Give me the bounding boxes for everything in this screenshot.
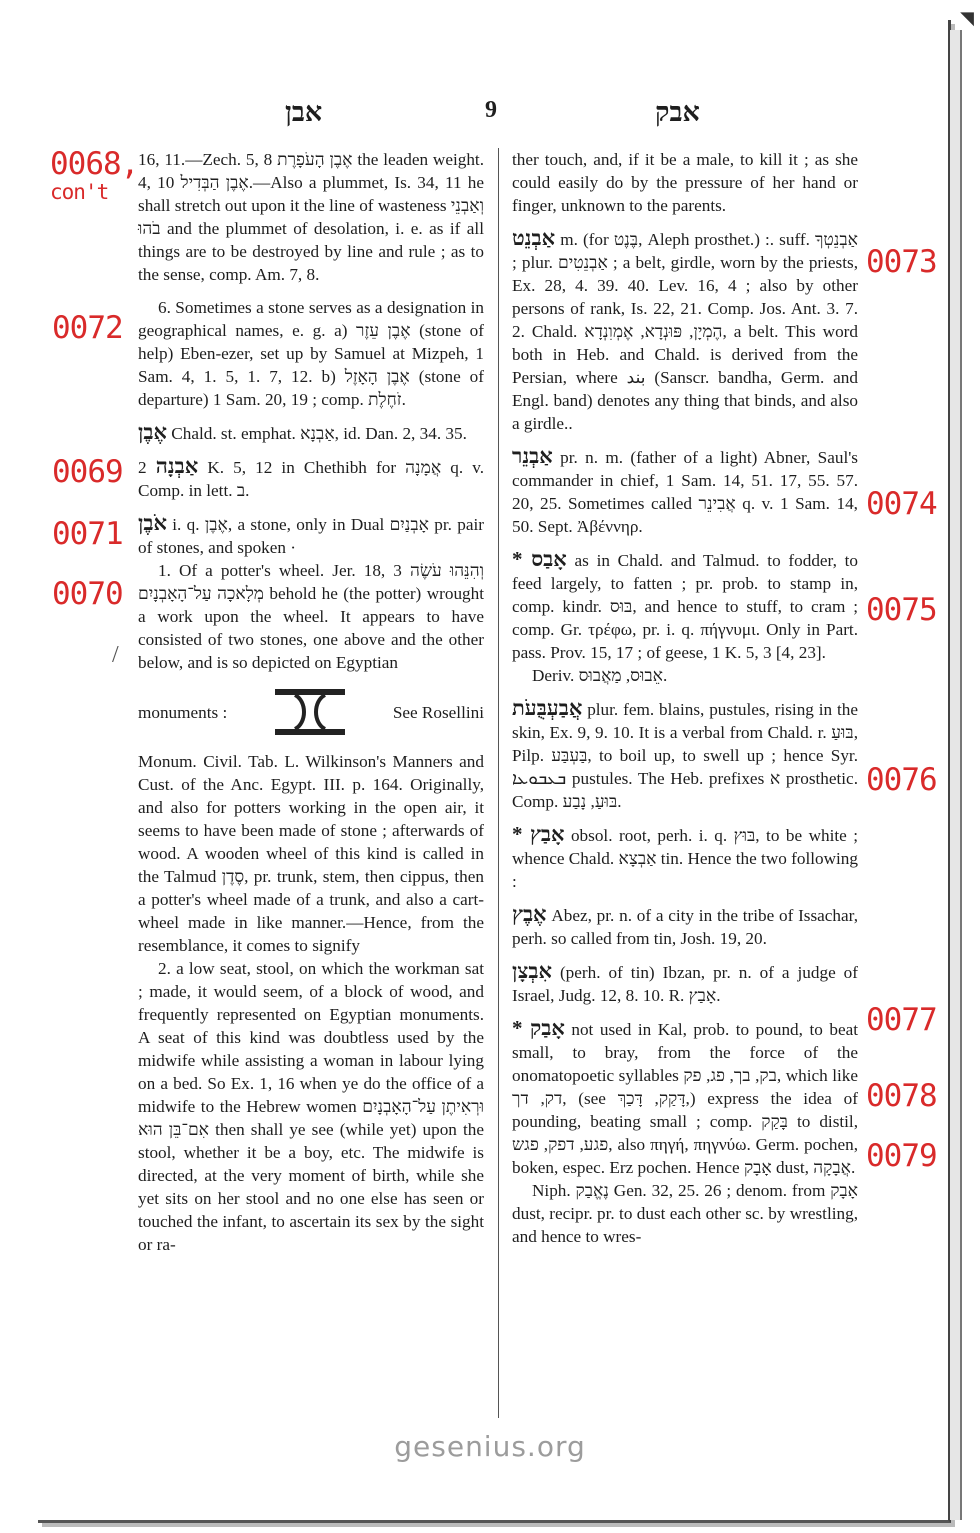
entry-marker: 0071 <box>52 516 123 552</box>
entry-text: ther touch, and, if it be a male, to kill it ; as she could easily do by the pressure of her hand or finger, unknown to the parents. <box>512 150 858 215</box>
headword: אִבְצָן <box>512 959 552 983</box>
entry-text: Monum. Civil. Tab. L. Wilkinson's Manners and Cust. of the Anc. Egypt. III. p. 164. Originally, and also for potters working in the open air, it seems to have been made of stone ; afterwards of wood. A wooden wheel of this kind is called in the Talmud סֶדֶן, pr. trunk, stem, then cippus, then a potter's wheel made of a trunk, and also a cart-wheel made in like manner.—Hence, from the resemblance, it comes to signify <box>138 752 484 955</box>
entry-0078 <box>512 960 858 1007</box>
headword: אַבְנֵר <box>512 444 553 468</box>
entry-marker: 0076 <box>866 762 937 798</box>
entry-0069 <box>138 421 484 445</box>
entry-text: 2 K. 5, 12 in Chethibh for אֲמָנָה q. v. Comp. in lett. ב. <box>138 458 485 500</box>
headword: אַבְנָה <box>155 454 199 478</box>
page-header <box>0 95 980 135</box>
headword: אֶבֶץ <box>512 902 547 926</box>
entry-text: (perh. of tin) Ibzan, pr. n. of a judge of Israel, Judg. 12, 8. 10. R. אָבַץ. <box>512 963 858 1005</box>
entry-text: Chald. st. emphat. אַבְנָא, id. Dan. 2, 34. 35. <box>166 424 467 443</box>
entry-0070 <box>138 512 484 1256</box>
entry-0073 <box>512 227 858 435</box>
entry-0068 <box>138 148 484 286</box>
potters-wheel-figure-row <box>138 680 484 744</box>
headword: * אָבַס <box>512 547 567 571</box>
entry-text: 16, 11.—Zech. 5, 8 אֶבֶן הָעֹפָרֶת the leaden weight. 4, 10 אֶבֶן הַבְּדִיל.—Also a plummet, Is. 34, 11 he shall stretch out upon it the line of wasteness וְאַבְנֵי בֹהוּ and the plummet of desolation, i. e. as if all things are to be destroyed by line and rule ; as to the sense, comp. Am. 7, 8. <box>138 150 485 284</box>
entry-0075 <box>512 548 858 687</box>
running-head-left: אבן <box>285 97 323 127</box>
see-rosellini: See Rosellini <box>392 702 484 722</box>
entry-text: Abez, pr. n. of a city in the tribe of Issachar, perh. so called from tin, Josh. 19, 20. <box>512 906 858 948</box>
entry-marker: 0072 <box>52 310 123 346</box>
entry-0071 <box>138 455 484 502</box>
entry-text: as in Chald. and Talmud. to fodder, to feed largely, to fatten ; pr. prob. to stamp in, comp. kindr. בּוּס, and hence to stuff, to cram ; comp. Gr. τρέφω, pr. i. q. πήγνυμι. Only in Part. pass. Prov. 15, 17 ; of geese, 1 K. 5, 3 [4, 23]. <box>512 551 858 662</box>
entry-0077-root <box>512 823 858 893</box>
entry-0072 <box>138 296 484 411</box>
entry-marker: 0078 <box>866 1078 937 1114</box>
entry-text: obsol. root, perh. i. q. בּוּץ, to be white ; whence Chald. אַבְצָא tin. Hence the two following : <box>512 826 859 891</box>
entry-text: pr. n. m. (father of a light) Abner, Saul's commander in chief, 1 Sam. 14, 51. 17, 55. 57. 20, 25. Sometimes called אֲבִינֵר q. v. 1 Sam. 14, 50. Sept. Ἀβέννηρ. <box>512 448 858 536</box>
entry-text: 2. a low seat, stool, on which the workman sat ; made, it would seem, of a block of wood, and frequently represented on Egyptian monuments. A seat of this kind was doubtless used by the midwife while assisting a woman in labour lying on a bed. So Ex. 1, 16 when ye do the office of a midwife to the Hebrew women וּרְאִיתֶן עַל־הָאָבְנָיִם אִם־בֵּן הוּא then shall ye see (while yet) upon the stool, whether it be a boy, etc. The midwife is directed, at the very moment of birth, while she yet sits on her stool and no one else has seen or touched the infant, to ascertain its sex by the sight or ra- <box>138 959 484 1254</box>
corner-mark: ◥ <box>960 8 974 28</box>
entry-text: 1. Of a potter's wheel. Jer. 18, 3 וְהִנֵּהוּ עֹשֶׂה מְלָאכָה עַל־הָאָבְנָיִם behold he (the potter) wrought a work upon the wheel. It appears to have consisted of two stones, one above and the other below, and is so depicted on Egyptian <box>138 561 484 672</box>
entry-0079 <box>512 1017 858 1248</box>
left-column <box>138 148 484 1256</box>
entry-marker: 0073 <box>866 244 937 280</box>
entry-text: plur. fem. blains, pustules, rising in the skin, Ex. 9, 9. 10. It is a verbal from Chald. r. בּוּעַ, Pilp. בַּעְבַּע, to boil up, to swell up ; hence Syr. ܒܥܒܘܥܐ pustules. The Heb. prefixes א prosthetic. Comp. בּוּעַ, נָבַע. <box>512 700 858 811</box>
entry-marker: 0075 <box>866 592 937 628</box>
headword: אֹבֶן <box>138 511 167 535</box>
margin-tick: / <box>112 642 119 668</box>
entry-text: 6. Sometimes a stone serves as a designation in geographical names, e. g. a) אֶבֶן עֵזֶר (stone of help) Eben-ezer, set up by Samuel at Mizpeh, 1 Sam. 4, 1. 5, 1. 7, 12. b) אֶבֶן הָאָזֶל (stone of departure) 1 Sam. 20, 19 ; comp. זֹחֶלֶת. <box>138 298 485 409</box>
entry-marker: 0068, con't <box>50 146 139 204</box>
entry-text: i. q. אֶבֶן, a stone, only in Dual אָבְנַיִם pr. pair of stones, and spoken · <box>138 515 485 557</box>
monuments-label: monuments : <box>138 702 228 722</box>
right-column <box>512 148 858 1258</box>
entry-niphal: Niph. נֶאֱבַק Gen. 32, 25. 26 ; denom. from אָבָק dust, recipr. pr. to dust each other sc. by wrestling, and hence to wres- <box>512 1181 858 1246</box>
entry-marker-cont: con't <box>50 180 109 204</box>
entry-marker: 0069 <box>52 454 123 490</box>
potters-wheel-illustration <box>273 687 347 737</box>
entry-marker: 0070 <box>52 576 123 612</box>
site-watermark: gesenius.org <box>394 1430 586 1463</box>
running-head-right: אבק <box>655 97 700 127</box>
page-number: 9 <box>485 97 497 123</box>
entry-0076 <box>512 697 858 813</box>
entry-0074 <box>512 445 858 538</box>
column-divider <box>498 148 499 1418</box>
entry-marker: 0074 <box>866 486 937 522</box>
headword: אֲבַעְבֻּעֹת <box>512 696 583 720</box>
headword: אַבְנֵט <box>512 226 556 250</box>
headword: * אָבַץ <box>512 822 565 846</box>
entry-text: m. (for בֶּנֶט, Aleph prosthet.) :. suff. אַבְנֵטְךָ ; plur. אַבְנֵטִים ; a belt, girdle, worn by the priests, Ex. 28, 4. 39. 40. Lev. 16, 4 ; also by other persons of rank, Is. 22, 21. Comp. Jos. Ant. 3. 7. 2. Chald. הֶמְיָן, פּוּנְדָא, אֶמְוִנְדָא, a belt. This word both in Heb. and Chald. is derived from the Persian, where بند (Sanscr. bandha, Germ. and Engl. band) denotes any thing that binds, and also a girdle.. <box>512 230 859 433</box>
entry-0077 <box>512 903 858 950</box>
entry-marker: 0077 <box>866 1002 937 1038</box>
headword: * אָבַק <box>512 1016 565 1040</box>
entry-deriv: Deriv. אֵבוּס, מַאֲבוּס. <box>532 666 668 685</box>
headword: אֶבֶן <box>138 420 167 444</box>
entry-text: not used in Kal, prob. to pound, to beat small, to bray, from the force of the onomatopoetic syllables בק, בך, פג, פק, which like דק, דך, (see דָּקַק, דָּכַךְ,) express the idea of pounding, beating small ; comp. בָּקַק to distil, פגע, דפק, פגש, also πηγή, πηγνύω. Germ. pochen, boken, espec. Erz pochen. Hence אָבָק dust, אֲבָקָה. <box>512 1020 859 1177</box>
entry-continuation <box>512 148 858 217</box>
entry-marker: 0079 <box>866 1138 937 1174</box>
